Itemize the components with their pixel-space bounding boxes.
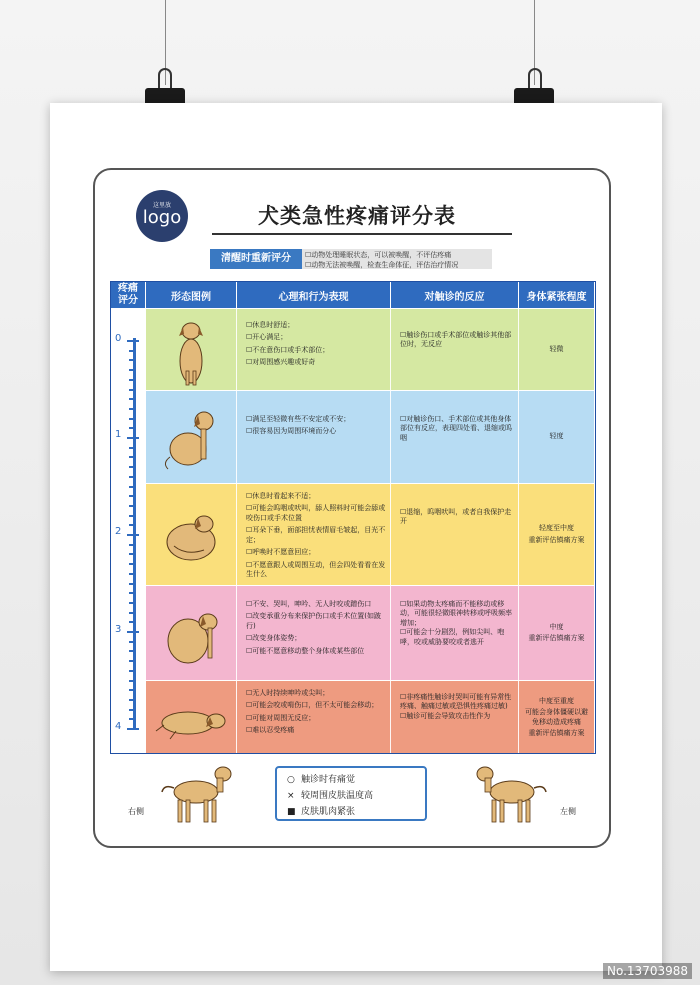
scale-tick (129, 563, 136, 565)
scale-tick (129, 612, 136, 614)
palpation-text: ☐如果动物太疼痛而不能移动或移动，可能很轻微眼神转移或呼吸频率增加； ☐可能会十分剧烈，例如尖叫、咆哮，咬或威胁要咬或者逃开 (400, 600, 512, 646)
behavior-item: ☐耳朵下垂，面部担忧表情眉毛皱起，目光不定； (246, 526, 386, 544)
title-underline (212, 233, 512, 235)
header-palpation: 对触诊的反应 (391, 282, 519, 308)
scale-tick (129, 553, 136, 555)
scale-tick (129, 573, 136, 575)
scale-tick (129, 350, 136, 352)
palpation-text: ☐非疼痛性触诊时哭叫可能有异常性疼痛、触痛过敏或恐惧性疼痛过敏) ☐触诊可能会导致攻击性作为 (400, 693, 512, 720)
scale-tick (129, 718, 136, 720)
table-row (146, 585, 594, 680)
behavior-item: ☐改变身体姿势； (246, 634, 302, 643)
scale-tick (129, 621, 136, 623)
palpation-cell (391, 484, 519, 585)
scale-tick (129, 592, 136, 594)
pain-score-table (110, 281, 596, 754)
square-symbol: ■ (287, 807, 296, 817)
palpation-cell (391, 309, 519, 390)
scale-tick (129, 447, 136, 449)
scale-tick (129, 505, 136, 507)
rescore-label: 清醒时重新评分 (210, 249, 302, 269)
scale-tick (129, 398, 136, 400)
tension-cell (519, 391, 594, 483)
scale-tick (129, 660, 136, 662)
scale-tick (129, 466, 136, 468)
scale-tick (129, 408, 136, 410)
tension-cell (519, 309, 594, 390)
scale-tick (129, 524, 136, 526)
pain-scale (111, 308, 146, 753)
scale-label: 0 (115, 333, 122, 344)
tension-text: 轻度至中度 重新评估镇痛方案 (528, 524, 585, 544)
header-illustration: 形态图例 (146, 282, 237, 308)
tension-text: 轻度 (549, 432, 564, 441)
scale-tick (129, 583, 136, 585)
legend-label: 触诊时有痛觉 (301, 775, 356, 785)
behavior-cell (237, 586, 391, 680)
cross-symbol: × (287, 791, 295, 801)
header-behavior: 心理和行为表现 (237, 282, 391, 308)
scale-tick (129, 486, 136, 488)
behavior-item: ☐休息时看起来不适； (246, 492, 316, 500)
legend-label: 较周围皮肤温度高 (301, 791, 374, 801)
behavior-cell (237, 681, 391, 753)
behavior-cell (237, 309, 391, 390)
behavior-item: ☐呼唤时不愿意回应； (246, 548, 316, 557)
palpation-text: ☐触诊伤口或手术部位或触诊其他部位时，无反应 (400, 331, 512, 349)
scale-tick (129, 641, 136, 643)
behavior-item: ☐不在意伤口或手术部位； (246, 345, 330, 354)
behavior-item: ☐无人时持续呻吟或尖叫； (246, 689, 330, 697)
tension-text: 中度至重度 可能会身体僵硬以避免移动造成疼痛 重新评估镇痛方案 (525, 697, 588, 737)
scale-tick (127, 728, 139, 730)
logo (136, 190, 188, 242)
legend-box (275, 766, 427, 821)
legend-item (287, 788, 373, 801)
scale-label: 2 (115, 526, 122, 537)
notice-line: ☐动物无法被唤醒，检查生命体征，评估治疗情况 (305, 261, 459, 269)
right-side-label: 右侧 (128, 807, 144, 816)
scale-tick (127, 631, 139, 633)
scale-label: 4 (115, 721, 122, 732)
clip-arm (528, 68, 542, 90)
tension-text: 轻微 (549, 344, 564, 353)
scale-tick (129, 670, 136, 672)
scale-tick (127, 340, 139, 342)
scale-tick (129, 495, 136, 497)
behavior-item: ☐不安、哭叫，呻吟、无人时咬或蹭伤口 (246, 600, 372, 608)
dog-resting-illustration (146, 391, 237, 483)
dog-sitting-illustration (146, 309, 237, 390)
behavior-item: ☐可能会咬或啃伤口，但不太可能会移动； (246, 701, 379, 710)
scale-tick (129, 369, 136, 371)
scale-tick (129, 359, 136, 361)
scale-tick (129, 680, 136, 682)
header-pain-score: 疼痛评分 (111, 282, 146, 308)
scale-tick (127, 437, 139, 439)
table-row (146, 308, 594, 390)
table-row (146, 483, 594, 585)
scale-tick (129, 689, 136, 691)
behavior-item: ☐休息时舒适； (246, 321, 295, 329)
legend-item (287, 804, 355, 817)
logo-text: logo (142, 207, 182, 228)
scale-tick (129, 544, 136, 546)
palpation-cell (391, 391, 519, 483)
scale-tick (129, 418, 136, 420)
page-title: 犬类急性疼痛评分表 (258, 204, 456, 228)
behavior-item: ☐对周围感兴趣或好奇 (246, 358, 316, 367)
table-row (146, 680, 594, 753)
palpation-cell (391, 681, 519, 753)
scale-tick (129, 379, 136, 381)
scale-tick (127, 534, 139, 536)
legend-item (287, 772, 355, 785)
logo-caption: 这里放 (152, 202, 171, 209)
scale-tick (129, 650, 136, 652)
scale-tick (129, 427, 136, 429)
palpation-text: ☐对触诊伤口、手术部位或其他身体部位有反应，表现四处看、退缩或呜咽 (400, 415, 512, 442)
behavior-item: ☐可能不愿意移动整个身体或某些部位 (246, 646, 365, 655)
circle-symbol: ○ (287, 775, 295, 785)
tension-cell (519, 681, 594, 753)
dog-curled-illustration (146, 484, 237, 585)
table-header (111, 282, 594, 308)
legend-label: 皮肤肌肉紧张 (301, 807, 356, 817)
behavior-item: ☐满足至轻微有些不安定或不安； (246, 415, 351, 423)
scale-label: 3 (115, 624, 122, 635)
palpation-cell (391, 586, 519, 680)
scale-tick (129, 709, 136, 711)
table-row (146, 390, 594, 483)
scale-tick (129, 515, 136, 517)
dog-left-side-illustration (468, 762, 548, 827)
image-id-watermark: No.13703988 (603, 963, 692, 979)
behavior-item: ☐很容易因为周围环境而分心 (246, 427, 337, 436)
scale-tick (129, 389, 136, 391)
palpation-text: ☐退缩，呜咽吠叫，或者自我保护走开 (400, 508, 512, 526)
behavior-cell (237, 484, 391, 585)
behavior-item: ☐改变承重分布来保护伤口或手术位置(如跛行) (246, 612, 382, 630)
scale-tick (129, 456, 136, 458)
behavior-item: ☐开心满足； (246, 333, 288, 342)
scale-tick (129, 699, 136, 701)
tension-cell (519, 484, 594, 585)
scale-tick (129, 476, 136, 478)
behavior-item: ☐可能会呜咽或吠叫，舔人照料时可能会舔或咬伤口或手术位置 (246, 504, 386, 522)
tension-cell (519, 586, 594, 680)
behavior-item: ☐难以忍受疼痛 (246, 726, 295, 735)
dog-hunched-illustration (146, 586, 237, 680)
scale-tick (129, 602, 136, 604)
behavior-item: ☐不愿意跟人或周围互动，但会四处看看在发生什么 (246, 560, 386, 579)
behavior-cell (237, 391, 391, 483)
left-side-label: 左侧 (560, 807, 576, 816)
notice-line: ☐动物处理睡眠状态，可以被唤醒，不评估疼痛 (305, 251, 452, 259)
tension-text: 中度 重新评估镇痛方案 (528, 622, 585, 642)
dog-right-side-illustration (160, 762, 240, 827)
scale-label: 1 (115, 429, 122, 440)
clip-arm (158, 68, 172, 90)
dog-lying-illustration (146, 681, 237, 753)
header-tension: 身体紧张程度 (526, 291, 587, 303)
behavior-item: ☐可能对周围无反应； (246, 713, 316, 722)
